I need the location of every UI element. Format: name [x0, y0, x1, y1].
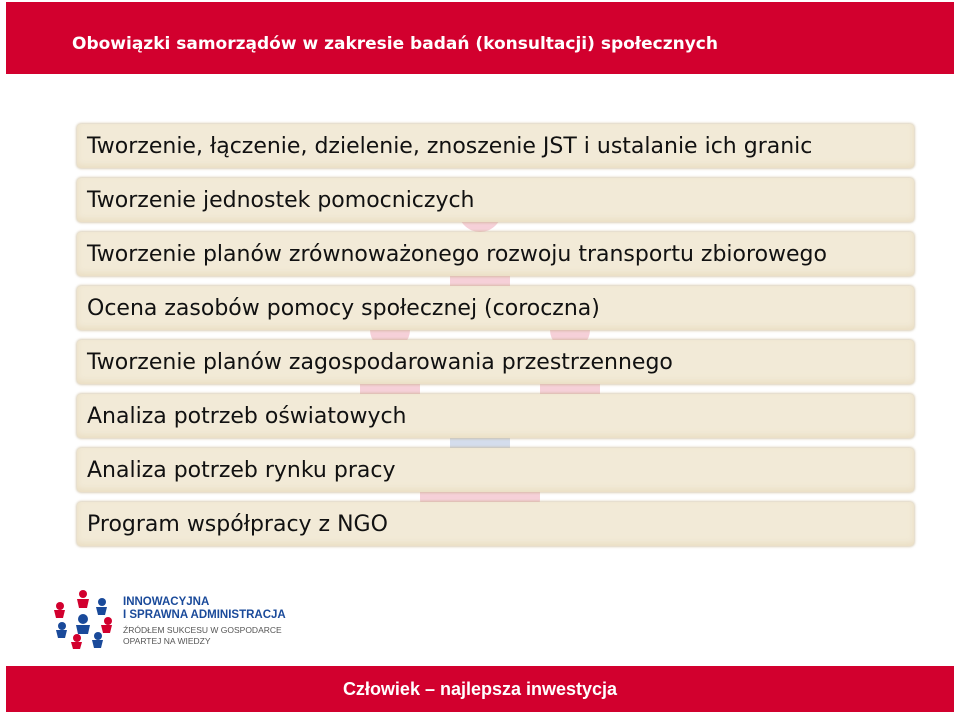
- list-item-text: Analiza potrzeb rynku pracy: [87, 457, 396, 483]
- logo-line-4: OPARTEJ NA WIEDZY: [123, 636, 211, 646]
- logo-text: [123, 596, 286, 647]
- list-item: [77, 178, 914, 222]
- list-item: [77, 286, 914, 330]
- list-item-text: Program współpracy z NGO: [87, 511, 388, 537]
- page-title: Obowiązki samorządów w zakresie badań (konsultacji) społecznych: [72, 34, 718, 54]
- list-item-text: Tworzenie jednostek pomocniczych: [87, 187, 475, 213]
- list-item: [77, 502, 914, 546]
- header-bar: [6, 2, 954, 74]
- list-item: [77, 124, 914, 168]
- duties-list: [77, 124, 914, 556]
- list-item: [77, 394, 914, 438]
- list-item-text: Tworzenie planów zrównoważonego rozwoju transportu zbiorowego: [87, 241, 827, 267]
- logo-line-2: I SPRAWNA ADMINISTRACJA: [123, 609, 286, 621]
- logo-line-1: INNOWACYJNA: [123, 596, 210, 608]
- list-item: [77, 232, 914, 276]
- logo-line-3: ŹRÓDŁEM SUKCESU W GOSPODARCE: [123, 625, 282, 635]
- people-circle-logo-icon: [52, 588, 114, 650]
- list-item-text: Ocena zasobów pomocy społecznej (coroczna): [87, 295, 600, 321]
- list-item: [77, 340, 914, 384]
- footer-bar: [6, 666, 954, 712]
- list-item: [77, 448, 914, 492]
- list-item-text: Tworzenie planów zagospodarowania przestrzennego: [87, 349, 673, 375]
- footer-slogan: Człowiek – najlepsza inwestycja: [342, 678, 618, 699]
- list-item-text: Analiza potrzeb oświatowych: [87, 403, 407, 429]
- list-item-text: Tworzenie, łączenie, dzielenie, znoszenie JST i ustalanie ich granic: [87, 133, 813, 159]
